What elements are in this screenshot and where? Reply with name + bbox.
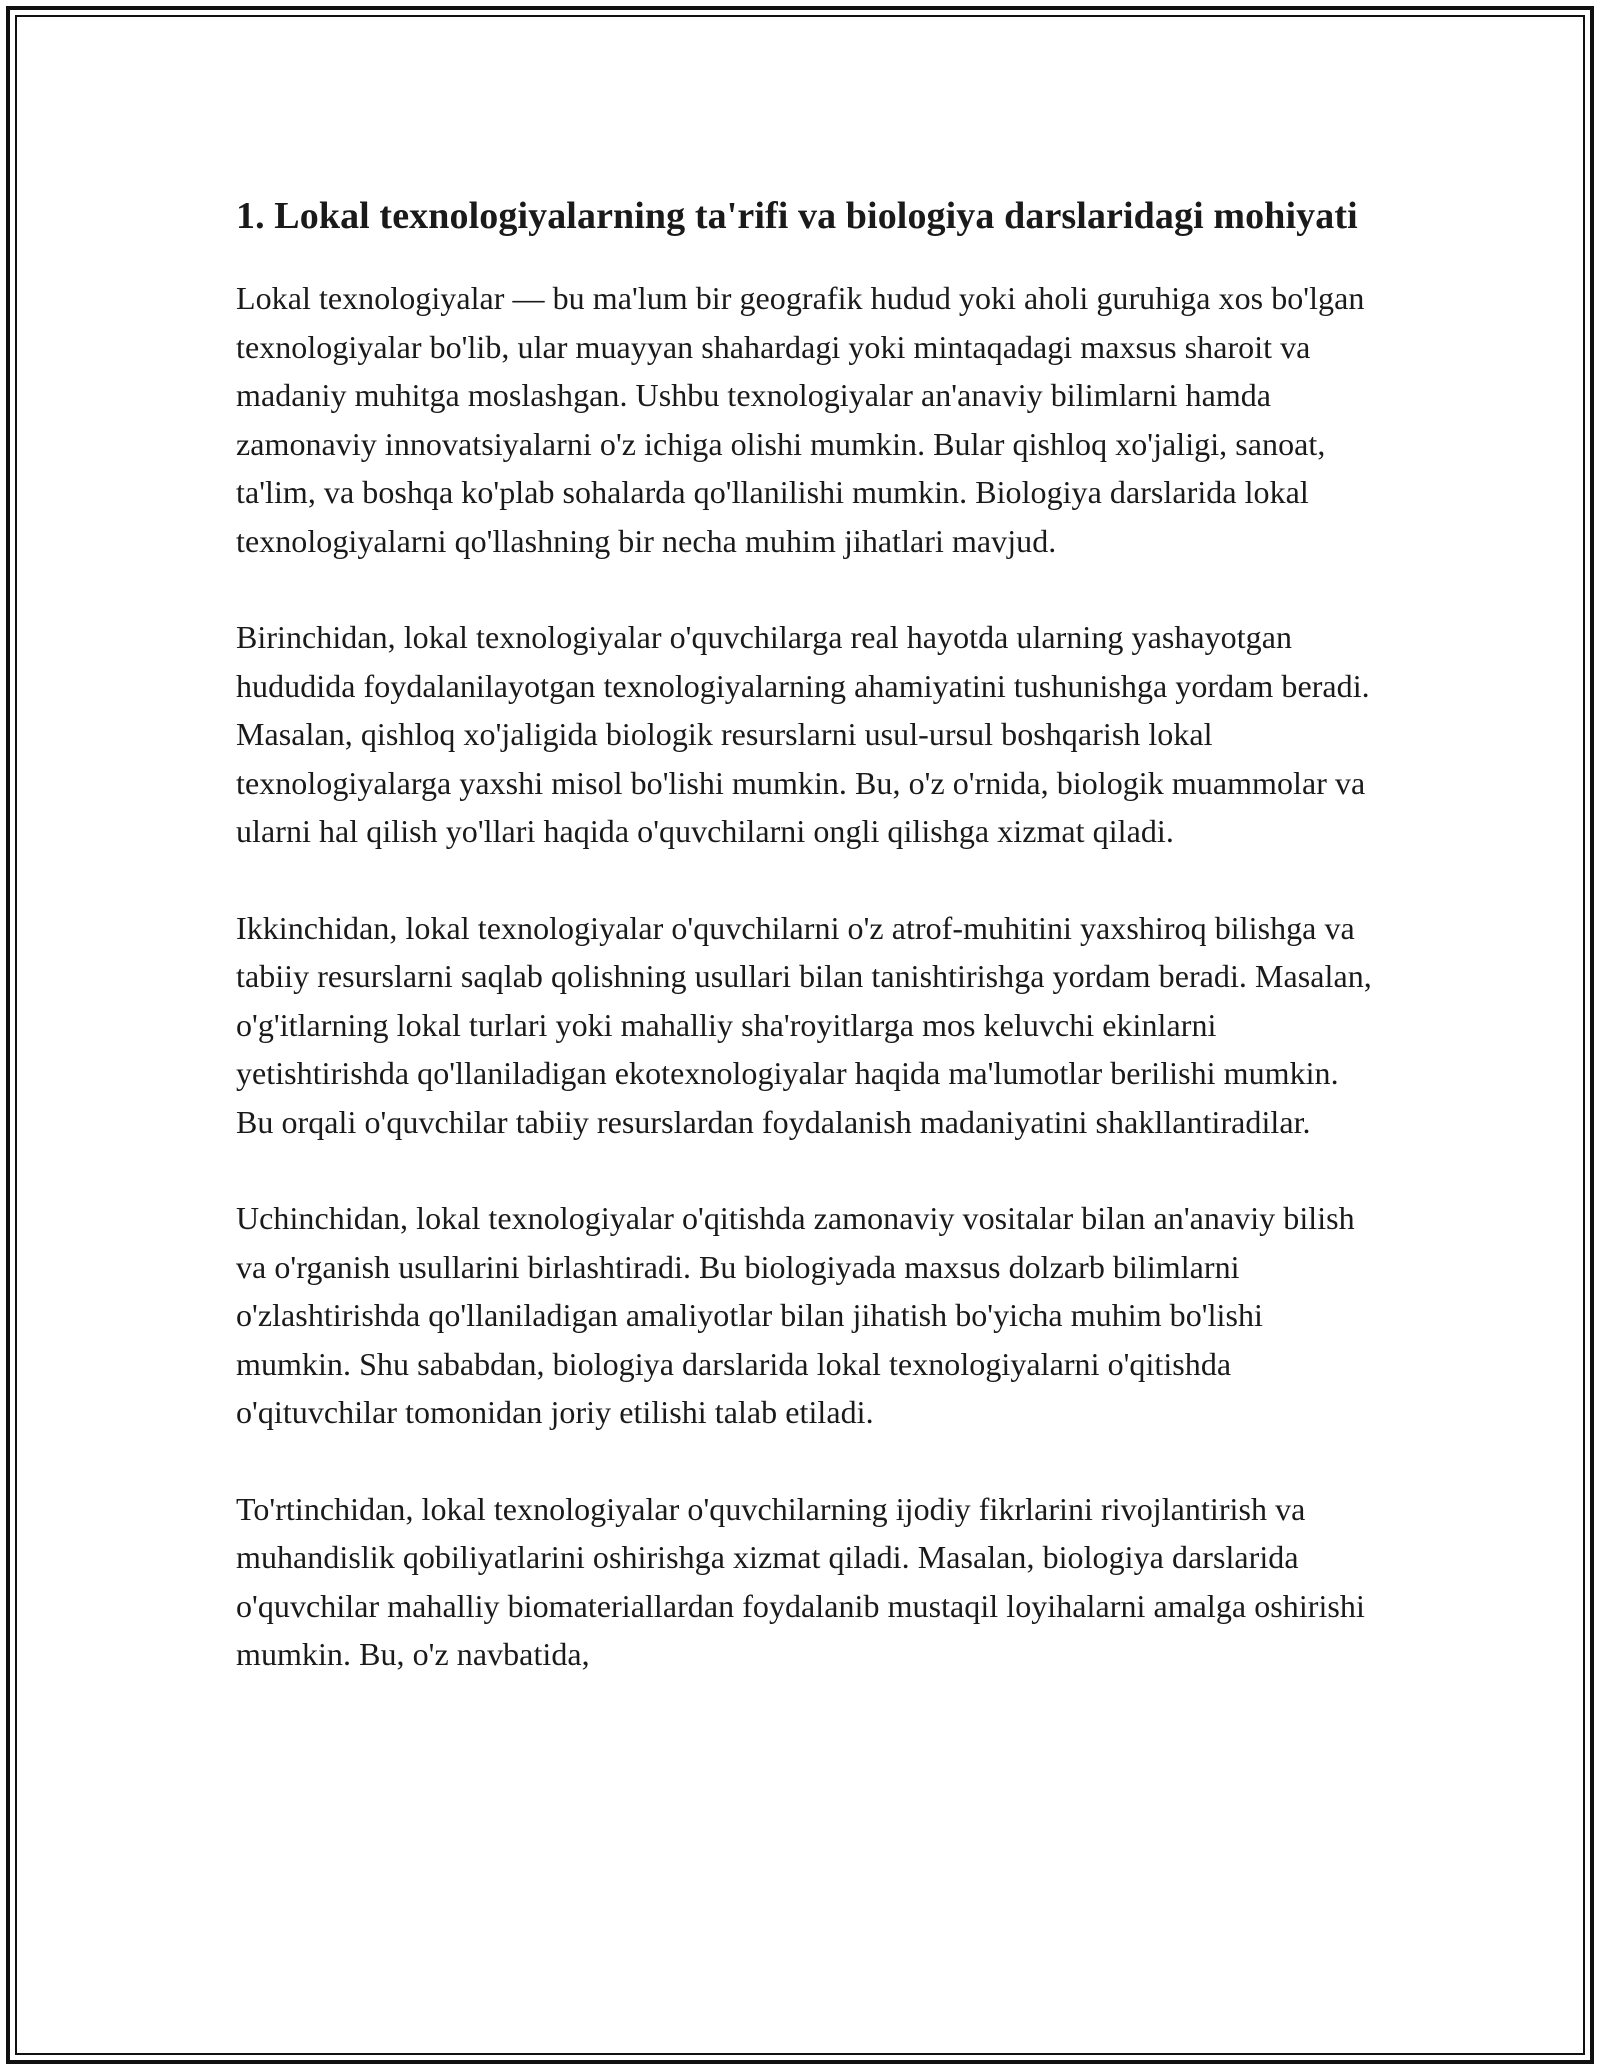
- document-body: [236, 190, 1376, 1727]
- paragraph-fourth-point: To'rtinchidan, lokal texnologiyalar o'quvchilarning ijodiy fikrlarini rivojlantirish va muhandislik qobiliyatlarini oshirishga xizmat qiladi. Masalan, biologiya darslarida o'quvchilar mahalliy biomateriallardan foydalanib mustaqil loyihalarni amalga oshirishi mumkin. Bu, o'z navbatida,: [236, 1490, 1365, 1672]
- paragraph-first-point: Birinchidan, lokal texnologiyalar o'quvchilarga real hayotda ularning yashayotgan hududida foydalanilayotgan texnologiyalarning ahamiyatini tushunishga yordam beradi. Masalan, qishloq xo'jaligida biologik resurslarni usul-ursul boshqarish lokal texnologiyalarga yaxshi misol bo'lishi mumkin. Bu, o'z o'rnida, biologik muammolar va ularni hal qilish yo'llari haqida o'quvchilarni ongli qilishga xizmat qiladi.: [236, 619, 1370, 849]
- paragraph-third-point: Uchinchidan, lokal texnologiyalar o'qitishda zamonaviy vositalar bilan an'anaviy bilish va o'rganish usullarini birlashtiradi. Bu biologiyada maxsus dolzarb bilimlarni o'zlashtirishda qo'llaniladigan amaliyotlar bilan jihatish bo'yicha muhim bo'lishi mumkin. Shu sababdan, biologiya darslarida lokal texnologiyalarni o'qitishda o'qituvchilar tomonidan joriy etilishi talab etiladi.: [236, 1200, 1355, 1430]
- paragraph-intro: Lokal texnologiyalar — bu ma'lum bir geografik hudud yoki aholi guruhiga xos bo'lgan texnologiyalar bo'lib, ular muayyan shahardagi yoki mintaqadagi maxsus sharoit va madaniy muhitga moslashgan. Ushbu texnologiyalar an'anaviy bilimlarni hamda zamonaviy innovatsiyalarni o'z ichiga olishi mumkin. Bular qishloq xo'jaligi, sanoat, ta'lim, va boshqa ko'plab sohalarda qo'llanilishi mumkin. Biologiya darslarida lokal texnologiyalarni qo'llashning bir necha muhim jihatlari mavjud.: [236, 280, 1365, 559]
- paragraph-second-point: Ikkinchidan, lokal texnologiyalar o'quvchilarni o'z atrof-muhitini yaxshiroq bilishga va tabiiy resurslarni saqlab qolishning usullari bilan tanishtirishga yordam beradi. Masalan, o'g'itlarning lokal turlari yoki mahalliy sha'royitlarga mos keluvchi ekinlarni yetishtirishda qo'llaniladigan ekotexnologiyalar haqida ma'lumotlar berilishi mumkin. Bu orqali o'quvchilar tabiiy resurslardan foydalanish madaniyatini shakllantiradilar.: [236, 909, 1372, 1140]
- section-title: 1. Lokal texnologiyalarning ta'rifi va biologiya darslaridagi mohiyati: [236, 195, 1358, 237]
